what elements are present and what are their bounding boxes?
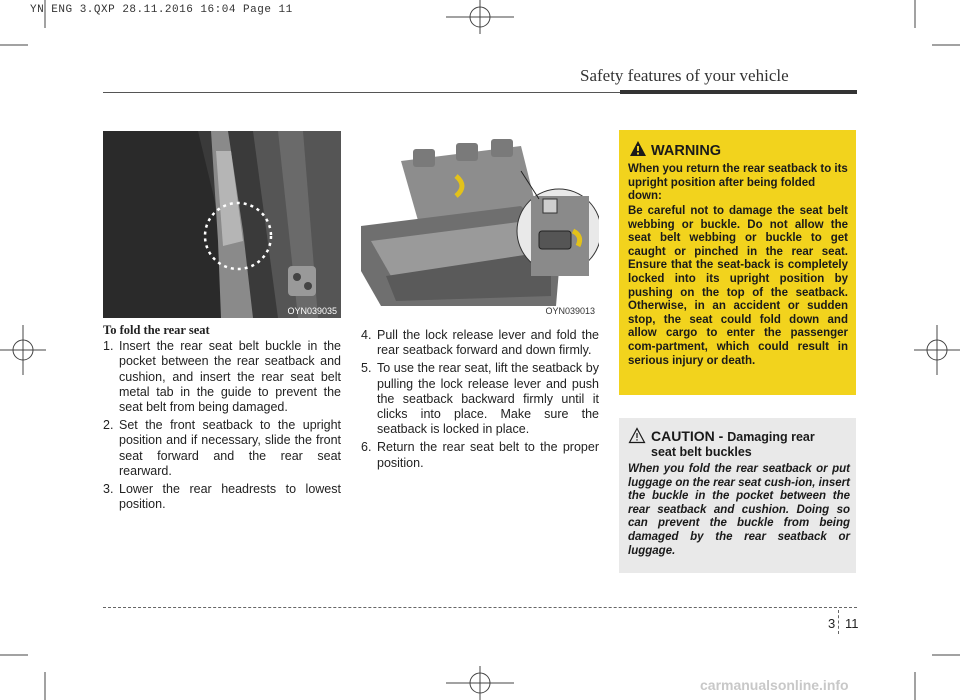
- caution-topic-line2: seat belt buckles: [651, 445, 752, 459]
- caution-topic: Damaging rear: [727, 430, 815, 444]
- step-text: To use the rear seat, lift the seatback by pulling the lock release lever and push the seatback backward firmly until it clicks into place. Make sure the seatback is locked in place.: [377, 361, 599, 437]
- print-slug: YN ENG 3.QXP 28.11.2016 16:04 Page 11: [30, 4, 293, 16]
- caution-triangle-icon: [628, 427, 646, 444]
- left-column: [103, 323, 341, 515]
- warning-subtitle: When you return the rear seatback to its upright position after being folded down:: [628, 163, 848, 203]
- step-number: 2.: [103, 418, 114, 433]
- procedure-heading: To fold the rear seat: [103, 323, 210, 337]
- caution-box: [619, 418, 856, 573]
- step-text: Pull the lock release lever and fold the rear seatback forward and down firmly.: [377, 328, 599, 358]
- header-rule-accent: [620, 90, 857, 94]
- seatbelt-guide-photo: [103, 131, 341, 318]
- step-item: [361, 440, 599, 470]
- step-number: 6.: [361, 440, 372, 455]
- warning-body: Be careful not to damage the seat belt webbing or buckle. Do not allow the seat belt webbing or buckle to get caught or pinched in the rear seat. Ensure that the seat-back is completely locked into its upright position by pushing on the top of the seatback. Otherwise, in an accident or sudden stop, the seat could fold down and allow cargo to enter the passenger com-partment, which could result in serious injury or death.: [628, 205, 848, 367]
- steps-list-left: [103, 339, 341, 512]
- steps-list-right: [361, 328, 599, 471]
- step-text: Insert the rear seat belt buckle in the pocket between the rear seatback and cushion, and insert the rear seat belt metal tab in the guide to prevent the seat belt from being damaged.: [119, 339, 341, 415]
- rear-seat-drawing: [361, 131, 599, 318]
- step-number: 3.: [103, 482, 114, 497]
- watermark: carmanualsonline.info: [700, 677, 849, 693]
- step-item: [103, 339, 341, 415]
- footer-rule: [103, 607, 857, 608]
- caution-title: [651, 428, 815, 444]
- chapter-number: 3: [828, 616, 836, 631]
- section-title: Safety features of your vehicle: [580, 66, 789, 85]
- figure-code-left: OYN039035: [287, 306, 337, 316]
- page-number-separator: [838, 610, 840, 634]
- step-text: Return the rear seat belt to the proper position.: [377, 440, 599, 470]
- step-number: 1.: [103, 339, 114, 354]
- caution-label: CAUTION -: [651, 428, 724, 444]
- rear-seat-fold-illustration: [361, 131, 599, 318]
- warning-title: WARNING: [651, 143, 722, 159]
- step-item: [361, 328, 599, 358]
- figure-code-right: OYN039013: [545, 306, 595, 316]
- step-number: 4.: [361, 328, 372, 342]
- page-number: 11: [845, 616, 859, 631]
- step-number: 5.: [361, 361, 372, 376]
- caution-body: When you fold the rear seatback or put luggage on the rear seat cush-ion, insert the buckle in the pocket between the rear seatback and cushion. Doing so can prevent the buckle from being damaged by the rear seatback or luggage.: [628, 463, 850, 557]
- warning-box: [619, 130, 856, 395]
- step-text: Set the front seatback to the upright position and if necessary, slide the front seat forward and the rear seat rearward.: [119, 418, 341, 478]
- step-item: [103, 482, 341, 512]
- step-text: Lower the rear headrests to lowest position.: [119, 482, 341, 512]
- step-item: [361, 361, 599, 437]
- step-item: [103, 418, 341, 479]
- warning-triangle-icon: [629, 140, 647, 157]
- seatbelt-illustration: [103, 131, 341, 318]
- right-column: [361, 328, 599, 474]
